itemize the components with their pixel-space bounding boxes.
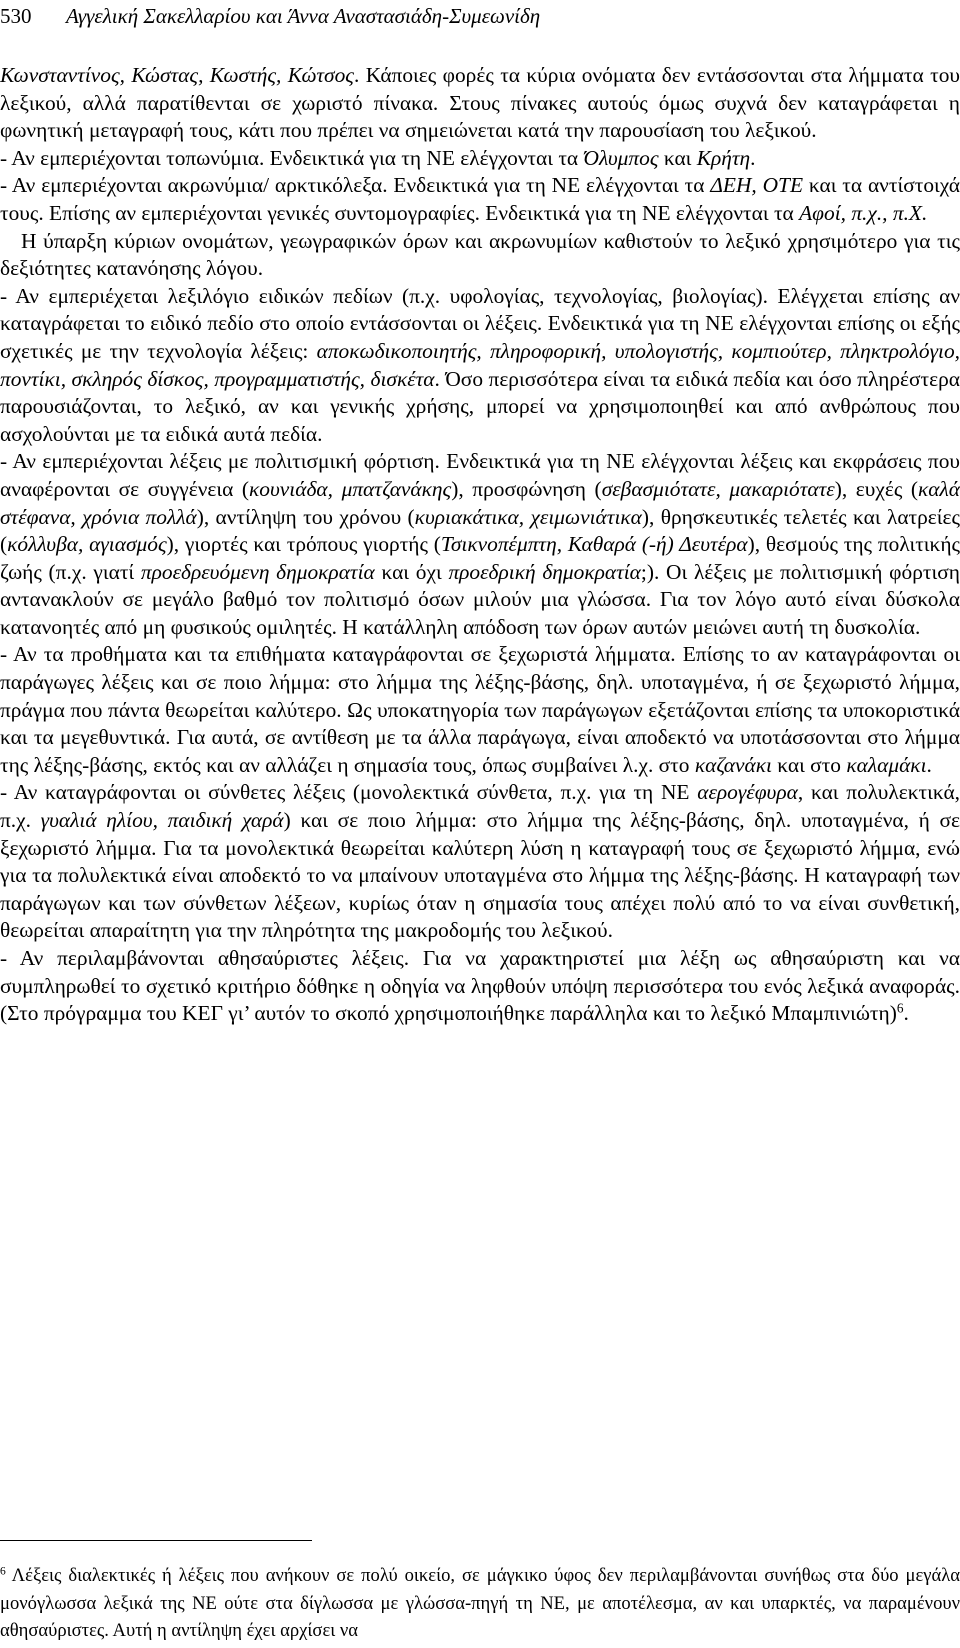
text-run: - Αν εμπεριέχεται λεξιλόγιο ειδικών πεδίων (π.χ. υφολογίας, τεχνολογίας, βιολογίας). Ελέγχεται επίσης αν καταγράφεται το ειδικό πεδίο στο οποίο εντάσσονται οι λέξεις. Ενδεικτικά για τη ΝΕ ελέγχονται επίσης οι εξής σχετικές με την τεχνολογία λέξεις: — [0, 283, 960, 363]
footnote-reference: 6 — [896, 1000, 904, 1016]
text-run: ), θρησκευτικές τελετές και λατρείες ( — [0, 504, 960, 557]
italic-text: αερογέφυρα — [697, 780, 798, 805]
text-run: και — [658, 145, 697, 170]
italic-text: Αφοί, π.χ., π.Χ. — [799, 200, 928, 225]
page-number: 530 — [0, 4, 32, 28]
text-run: - Αν καταγράφονται οι σύνθετες λέξεις (μονολεκτικά σύνθετα, π.χ. για τη ΝΕ — [0, 780, 698, 805]
paragraph — [0, 779, 960, 945]
italic-text: Κωνσταντίνος, Κώστας, Κωστής, Κώτσος — [0, 63, 354, 87]
italic-text: ΔΕΗ, ΟΤΕ — [710, 173, 804, 198]
italic-text: προεδρευόμενη δημοκρατία — [140, 559, 375, 584]
italic-text: κουνιάδα, μπατζανάκης — [249, 476, 452, 501]
text-run: ), αντίληψη του χρόνου ( — [196, 504, 415, 529]
paragraph — [0, 228, 960, 283]
footnote-text — [0, 1562, 960, 1645]
italic-text: Τσικνοπέμπτη, Καθαρά (-ή) Δευτέρα — [440, 532, 748, 557]
page-header — [0, 4, 960, 32]
italic-text: καλαμάκι — [846, 752, 927, 777]
italic-text: κυριακάτικα, χειμωνιάτικα — [414, 504, 642, 529]
text-run: . — [926, 752, 932, 777]
text-run: και όχι — [374, 559, 449, 584]
paragraph — [0, 945, 960, 1028]
paragraph — [0, 172, 960, 227]
paragraph — [0, 448, 960, 641]
text-run: ;). Οι λέξεις με πολιτισμική φόρτιση αντανακλούν σε μεγάλο βαθμό τον πολιτισμό όσων μιλούν μια γλώσσα. Για τον λόγο αυτό είναι δύσκολα κατανοητές από μη φυσικούς ομιλητές. Η κατάλληλη απόδοση των όρων αυτών μειώνει αυτή τη δυσκολία. — [0, 559, 960, 639]
paragraph — [0, 62, 960, 145]
paragraph — [0, 283, 960, 449]
text-run: - Αν εμπεριέχονται ακρωνύμια/ αρκτικόλεξα. Ενδεικτικά για τη ΝΕ ελέγχονται τα — [0, 173, 711, 198]
text-run: . — [750, 145, 756, 170]
footnote-separator — [0, 1540, 312, 1541]
paragraph — [0, 641, 960, 779]
text-run: ), προσφώνηση ( — [451, 476, 602, 501]
text-run: . Όσο περισσότερα είναι τα ειδικά πεδία και όσο πληρέστερα παρουσιάζονται, το λεξικό, αν και γενικής χρήσης, μπορεί να χρησιμοποιηθεί και από ανθρώπους που ασχολούνται με τα ειδικά αυτά πεδία. — [0, 366, 960, 446]
text-run: - Αν τα προθήματα και τα επιθήματα καταγράφονται σε ξεχωριστά λήμματα. Επίσης το αν καταγράφονται οι παράγωγες λέξεις και σε ποιο λήμμα: στο λήμμα της λέξης-βάσης, δηλ. υποταγμένα, ή σε ξεχωριστό λήμμα, πράγμα που πάντα θεωρείται καλύτερο. Ως υποκατηγορία των παράγωγων εξετάζονται επίσης τα υποκοριστικά και τα μεγεθυντικά. Για αυτά, σε αντίθεση με τα άλλα παράγωγα, είναι αποδεκτό να υποτάσσονται στο λήμμα της λέξης-βάσης, εκτός και αν αλλάζει η σημασία τους, όπως συμβαίνει λ.χ. στο — [0, 642, 960, 777]
text-run: . — [903, 1001, 909, 1026]
text-run: ) και σε ποιο λήμμα: στο λήμμα της λέξης-βάσης, δηλ. υποταγμένα, ή σε ξεχωριστό λήμμα. Για τα μονολεκτικά θεωρείται καλύτερη λύση η καταγραφή τους σε ξεχωριστό λήμμα, ενώ για τα πολυλεκτικά είναι αποδεκτό το να μπαίνουν υποταγμένα στο λήμμα της λέξης-βάσης. Η καταγραφή των παράγωγων και των σύνθετων λέξεων, κυρίως όταν η σημασία τους απέχει πολύ από το να είναι συνθετική, θεωρείται απαραίτητη για την πληρότητα της μακροδομής του λεξικού. — [0, 808, 960, 943]
italic-text: προεδρική δημοκρατία — [448, 559, 641, 584]
italic-text: Όλυμπος — [583, 145, 659, 170]
italic-text: αποκωδικοποιητής, πληροφορική, υπολογιστής, κομπιούτερ, πληκτρολόγιο, ποντίκι, σκληρός δίσκος, προγραμματιστής, δισκέτα — [0, 338, 960, 391]
text-run: ), θεσμούς της πολιτικής ζωής (π.χ. γιατί — [0, 532, 960, 584]
footnote-body: Λέξεις διαλεκτικές ή λέξεις που ανήκουν σε πολύ οικείο, σε μάγκικο ύφος δεν περιλαμβάνονται συνήθως στα δύο μεγάλα μονόγλωσσα λεξικά της ΝΕ ούτε στα δίγλωσσα με γλώσσα-πηγή τη ΝΕ, με αποτέλεσμα, αν και υπαρκτές, να παραμένουν αθησαύριστες. Αυτή η αντίληψη έχει αρχίσει να — [0, 1565, 960, 1641]
italic-text: γυαλιά ηλίου, παιδική χαρά — [40, 808, 284, 833]
paragraph — [0, 145, 960, 173]
text-run: Η ύπαρξη κύριων ονομάτων, γεωγραφικών όρων και ακρωνυμίων καθιστούν το λεξικό χρησιμότερο για τις δεξιότητες κατανόησης λόγου. — [0, 228, 960, 281]
text-run: ), ευχές ( — [834, 476, 918, 501]
text-run: - Αν περιλαμβάνονται αθησαύριστες λέξεις. Για να χαρακτηριστεί μια λέξη ως αθησαύριστη και να συμπληρωθεί το σχετικό κριτήριο δόθηκε η οδηγία να ληφθούν υπόψη περισσότερα του ενός λεξικά αναφοράς. (Στο πρόγραμμα του ΚΕΓ γι’ αυτόν το σκοπό χρησιμοποιήθηκε παράλληλα και το λεξικό Μπαμπινιώτη) — [0, 946, 960, 1026]
text-run: - Αν εμπεριέχονται τοπωνύμια. Ενδεικτικά για τη ΝΕ ελέγχονται τα — [0, 145, 584, 170]
text-run: και τα αντίστοιχά τους. Επίσης αν εμπεριέχονται γενικές συντομογραφίες. Ενδεικτικά για τη ΝΕ ελέγχονται τα — [0, 173, 960, 225]
italic-text: καλά στέφανα, χρόνια πολλά — [0, 476, 960, 529]
text-run: - Αν εμπεριέχονται λέξεις με πολιτισμική φόρτιση. Ενδεικτικά για τη ΝΕ ελέγχονται λέξεις και εκφράσεις που αναφέρονται σε συγγένεια ( — [0, 449, 960, 501]
footnote-marker: 6 — [0, 1565, 6, 1578]
italic-text: κόλλυβα, αγιασμός — [7, 532, 167, 557]
italic-text: Κρήτη — [696, 145, 751, 170]
italic-text: καζανάκι — [694, 752, 772, 777]
running-head: Αγγελική Σακελλαρίου και Άννα Αναστασιάδη-Συμεωνίδη — [66, 4, 541, 28]
text-run: , και πολυλεκτικά, π.χ. — [0, 780, 960, 833]
footnote — [0, 1562, 960, 1645]
text-run: ), γιορτές και τρόπους γιορτής ( — [166, 532, 441, 557]
italic-text: σεβασμιότατε, μακαριότατε — [601, 476, 835, 501]
text-run: και στο — [771, 752, 847, 777]
text-run: . Κάποιες φορές τα κύρια ονόματα δεν εντάσσονται στα λήμματα του λεξικού, αλλά παρατίθενται σε χωριστό πίνακα. Στους πίνακες αυτούς όμως συχνά δεν καταγράφεται η φωνητική μεταγραφή τους, κάτι που πρέπει να σημειώνεται κατά την παρουσίαση του λεξικού. — [0, 63, 960, 143]
body-text — [0, 62, 960, 1028]
